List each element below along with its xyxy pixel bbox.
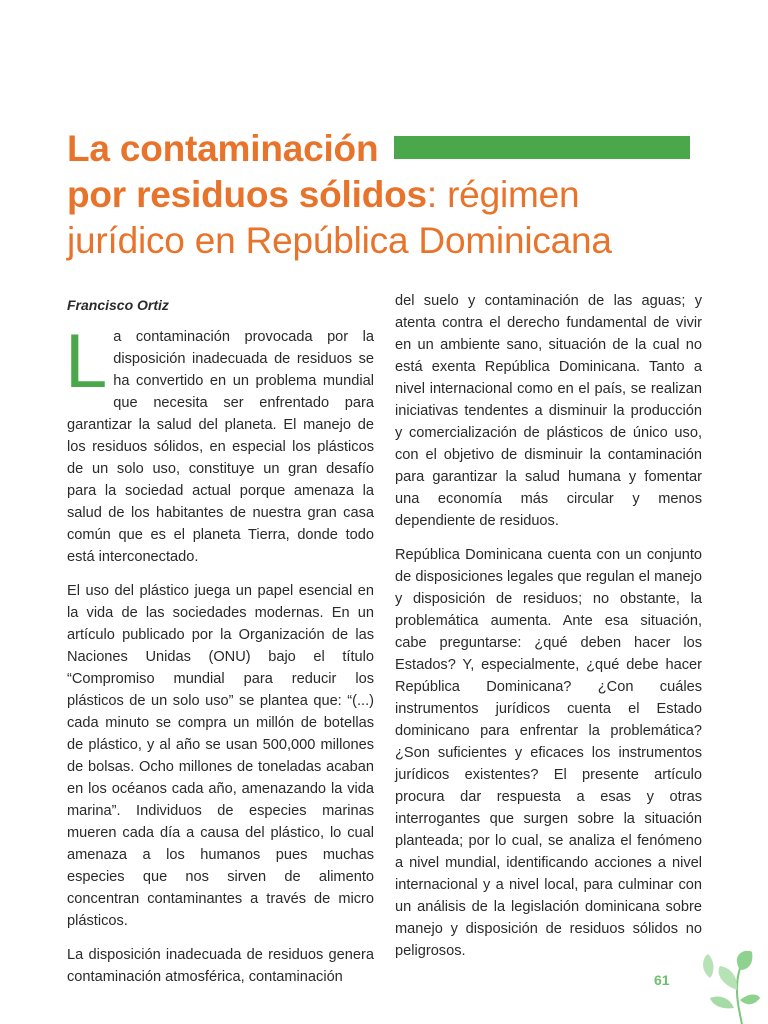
- title-line-1: [67, 126, 707, 172]
- paragraph-1: [65, 319, 374, 568]
- paragraph-4: del suelo y contaminación de las aguas; y atenta contra el derecho fundamental de vivir en un ambiente sano, situación de la cual no está exenta República Dominicana. Tanto a nivel internacional como en el país, se realizan iniciativas tendentes a disminuir la producción y comercialización de plásticos de único uso, con el objetivo de disminuir la contaminación para garantizar la salud humana y fomentar una economía más circular y menos dependiente de residuos.: [395, 293, 702, 529]
- paragraph-5: República Dominicana cuenta con un conjunto de disposiciones legales que regulan el manejo y disposición de residuos; no obstante, la problemática aumenta. Ante esa situación, cabe preguntarse: ¿qué deben hacer los Estados? Y, especialmente, ¿qué debe hacer República Dominicana? ¿Con cuáles instrumentos jurídicos cuenta el Estado dominicano para enfrentar la problemática? ¿Son suficientes y eficaces los instrumentos jurídicos existentes? El presente artículo procura dar respuesta a esas y otras interrogantes que surgen sobre la situación planteada; por lo cual, se analiza el fenómeno a nivel mundial, identificando acciones a nivel internacional y a nivel local, para culminar con un análisis de la legislación dominicana sobre manejo y disposición de residuos sólidos no peligrosos.: [395, 547, 702, 959]
- article-title: [67, 126, 707, 264]
- title-line-3: jurídico en República Dominicana: [67, 220, 612, 261]
- left-column: [67, 290, 374, 1000]
- page-number: 61: [654, 972, 670, 988]
- author-name: Francisco Ortiz: [67, 297, 169, 313]
- title-line-2: [67, 172, 707, 218]
- paragraph-3: La disposición inadecuada de residuos genera contaminación atmosférica, contaminación: [67, 947, 374, 985]
- title-bold-2: por residuos sólidos: [67, 174, 427, 215]
- title-bold-1: La contaminación: [67, 128, 379, 169]
- drop-cap: L: [65, 319, 108, 404]
- paragraph-2: El uso del plástico juega un papel esencial en la vida de las sociedades modernas. En un artículo publicado por la Organización de las Naciones Unidas (ONU) bajo el título “Compromiso mundial para reducir los plásticos de un solo uso” se plantea que: “(...) cada minuto se compra un millón de botellas de plástico, y al año se usan 500,000 millones de bolsas. Ocho millones de toneladas acaban en los océanos cada año, amenazando la vida marina”. Individuos de especies marinas mueren cada día a causa del plástico, lo cual amenaza a los humanos pues muchas especies que nos sirven de alimento concentran contaminantes a través de micro plásticos.: [67, 583, 374, 929]
- title-rest-2: : régimen: [426, 174, 580, 215]
- right-column: [395, 290, 702, 974]
- paragraph-1-text: a contaminación provocada por la disposición inadecuada de residuos se ha convertido en un problema mundial que necesita ser enfrentado para garantizar la salud del planeta. El manejo de los residuos sólidos, en especial los plásticos de un solo uso, constituye un gran desafío para la sociedad actual porque amenaza la salud de los habitantes de nuestra gran casa común que es el planeta Tierra, donde todo está interconectado.: [67, 329, 374, 565]
- title-accent-bar: [394, 136, 690, 159]
- leaf-sprig-icon: [690, 948, 760, 1024]
